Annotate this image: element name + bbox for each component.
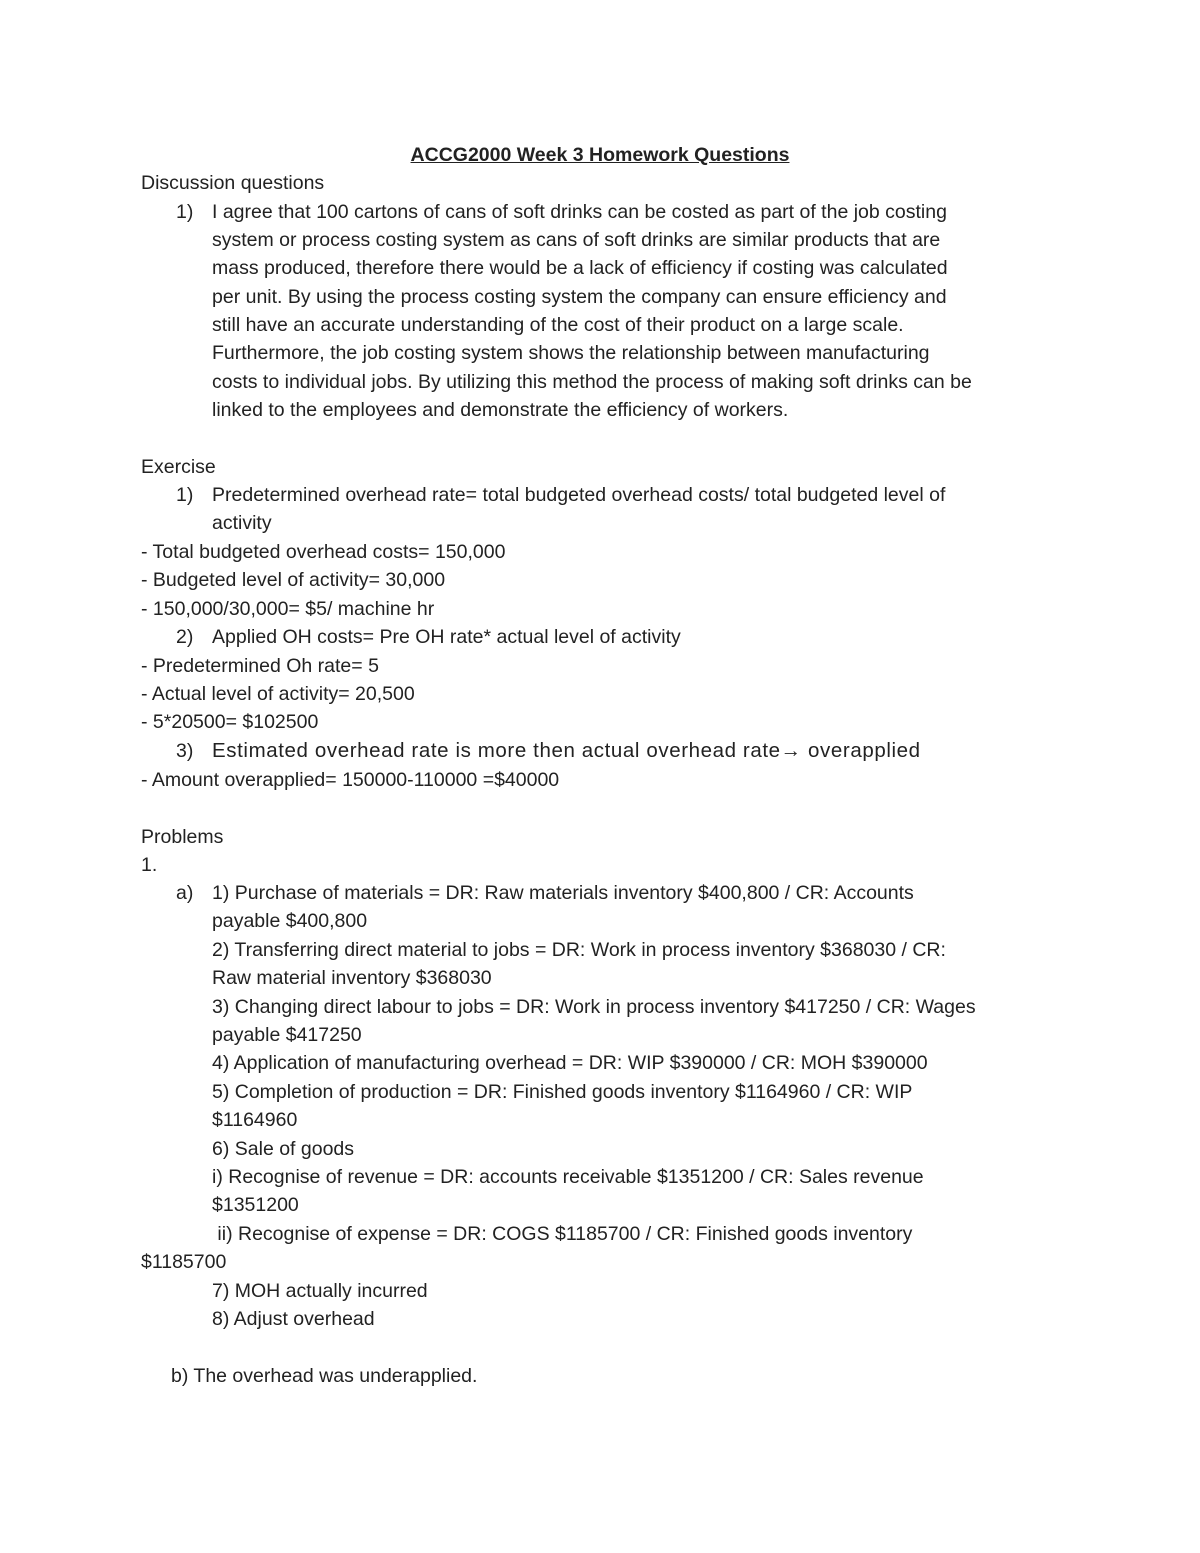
discussion-line: mass produced, therefore there would be a lack of efficiency if costing was calculated bbox=[212, 257, 948, 279]
problem-part-a-line: i) Recognise of revenue = DR: accounts receivable $1351200 / CR: Sales revenue bbox=[212, 1166, 924, 1188]
exercise-q1-line: activity bbox=[212, 512, 272, 534]
exercise-q3-line: Estimated overhead rate is more then actual overhead rate→ overapplied bbox=[212, 739, 921, 762]
exercise-q3-bullet: - Amount overapplied= 150000-110000 =$40000 bbox=[141, 769, 560, 791]
problem-part-a-line: ii) Recognise of expense = DR: COGS $1185700 / CR: Finished goods inventory bbox=[212, 1223, 913, 1245]
document-title: ACCG2000 Week 3 Homework Questions bbox=[410, 144, 790, 166]
problem-part-a-line: 8) Adjust overhead bbox=[212, 1308, 375, 1330]
problem-part-b: b) The overhead was underapplied. bbox=[171, 1365, 478, 1387]
exercise-q3-number: 3) bbox=[176, 740, 194, 762]
problem-part-a-overflow: $1185700 bbox=[141, 1251, 227, 1273]
exercise-q2-number: 2) bbox=[176, 626, 194, 648]
discussion-heading: Discussion questions bbox=[141, 172, 325, 194]
exercise-q2-bullet: - 5*20500= $102500 bbox=[141, 711, 319, 733]
problem-number: 1. bbox=[141, 854, 158, 876]
discussion-line: still have an accurate understanding of the cost of their product on a large scale. bbox=[212, 314, 904, 336]
exercise-heading: Exercise bbox=[141, 456, 216, 478]
discussion-line: per unit. By using the process costing system the company can ensure efficiency and bbox=[212, 286, 947, 308]
exercise-q1-bullet: - Budgeted level of activity= 30,000 bbox=[141, 569, 446, 591]
discussion-line: linked to the employees and demonstrate the efficiency of workers. bbox=[212, 399, 789, 421]
discussion-line: system or process costing system as cans of soft drinks are similar products that are bbox=[212, 229, 941, 251]
discussion-item-number: 1) bbox=[176, 201, 194, 223]
discussion-line: costs to individual jobs. By utilizing this method the process of making soft drinks can be bbox=[212, 371, 972, 393]
problem-part-a-line: 6) Sale of goods bbox=[212, 1138, 355, 1160]
problem-part-a-line: 5) Completion of production = DR: Finished goods inventory $1164960 / CR: WIP bbox=[212, 1081, 913, 1103]
problem-part-a-label: a) bbox=[176, 882, 194, 904]
discussion-line: I agree that 100 cartons of cans of soft drinks can be costed as part of the job costing bbox=[212, 201, 947, 223]
problem-part-a-line: Raw material inventory $368030 bbox=[212, 967, 492, 989]
problem-part-a-line: 3) Changing direct labour to jobs = DR: Work in process inventory $417250 / CR: Wages bbox=[212, 996, 976, 1018]
problems-heading: Problems bbox=[141, 826, 224, 848]
exercise-q1-number: 1) bbox=[176, 484, 194, 506]
problem-part-a-line: 1) Purchase of materials = DR: Raw materials inventory $400,800 / CR: Accounts bbox=[212, 882, 914, 904]
problem-part-a-line: $1164960 bbox=[212, 1109, 298, 1131]
exercise-q2-bullet: - Predetermined Oh rate= 5 bbox=[141, 655, 379, 677]
problem-part-a-line: 4) Application of manufacturing overhead = DR: WIP $390000 / CR: MOH $390000 bbox=[212, 1052, 928, 1074]
exercise-q2-line: Applied OH costs= Pre OH rate* actual level of activity bbox=[212, 626, 681, 648]
problem-part-a-line: 2) Transferring direct material to jobs = DR: Work in process inventory $368030 / CR: bbox=[212, 939, 946, 961]
problem-part-a-line: payable $400,800 bbox=[212, 910, 368, 932]
exercise-q1-bullet: - 150,000/30,000= $5/ machine hr bbox=[141, 598, 435, 620]
discussion-line: Furthermore, the job costing system shows the relationship between manufacturing bbox=[212, 342, 930, 364]
exercise-q1-line: Predetermined overhead rate= total budgeted overhead costs/ total budgeted level of bbox=[212, 484, 946, 506]
exercise-q1-bullet: - Total budgeted overhead costs= 150,000 bbox=[141, 541, 506, 563]
problem-part-a-line: payable $417250 bbox=[212, 1024, 362, 1046]
exercise-q2-bullet: - Actual level of activity= 20,500 bbox=[141, 683, 415, 705]
problem-part-a-line: $1351200 bbox=[212, 1194, 299, 1216]
problem-part-a-line: 7) MOH actually incurred bbox=[212, 1280, 428, 1302]
